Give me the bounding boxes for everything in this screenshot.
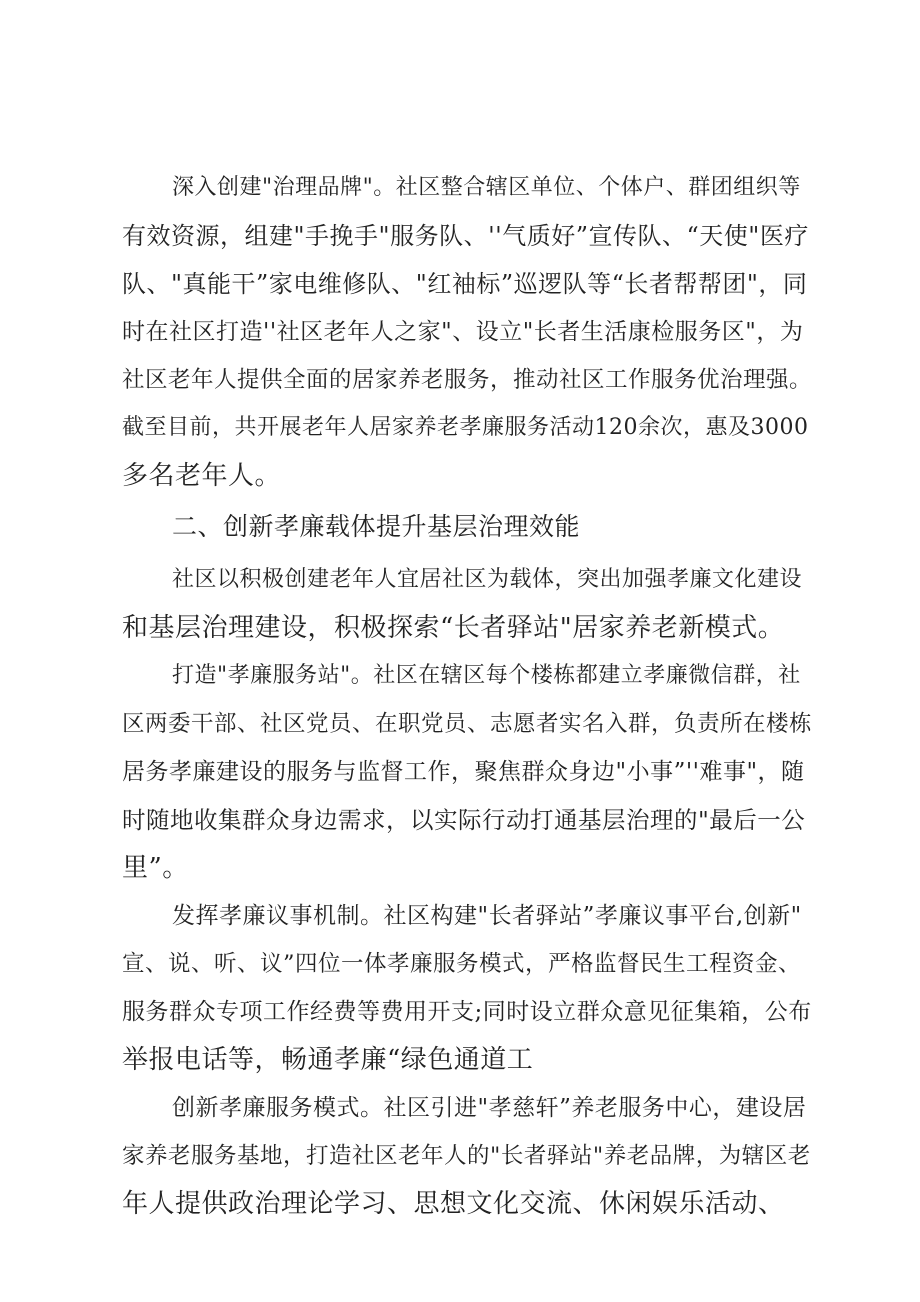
text-line: 举报电话等，畅通孝廉“绿色通道工 — [122, 1045, 534, 1075]
text-line: 和基层治理建设，积极探索“长者驿站"居家养老新模式。 — [122, 613, 785, 643]
text-line: 区两委干部、社区党员、在职党员、志愿者实名入群，负责所在楼栋 — [122, 711, 813, 737]
text-line: 社区老年人提供全面的居家养老服务，推动社区工作服务优治理强。 — [122, 367, 813, 393]
text-line: 深入创建"治理品牌"。社区整合辖区单位、个体户、群团组织等 — [172, 175, 801, 200]
section-heading: 二、创新孝廉载体提升基层治理效能 — [172, 512, 581, 541]
text-line: 发挥孝廉议事机制。社区构建"长者驿站”孝廉议事平台,创新" — [172, 903, 802, 929]
text-line: 服务群众专项工作经费等费用开支;同时设立群众意见征集箱，公布 — [122, 999, 812, 1025]
text-line: 时随地收集群众身边需求，以实际行动打通基层治理的"最后一公 — [122, 806, 806, 834]
text-line: 社区以积极创建老年人宜居社区为载体，突出加强孝廉文化建设 — [172, 567, 803, 592]
text-line: 居务孝廉建设的服务与监督工作，聚焦群众身边"小事”''难事"，随 — [122, 759, 805, 785]
text-line: 里”。 — [122, 853, 189, 883]
text-line: 家养老服务基地，打造社区老年人的"长者驿站"养老品牌，为辖区老 — [122, 1143, 811, 1169]
text-line: 打造"孝廉服务站"。社区在辖区每个楼栋都建立孝廉微信群，社 — [172, 663, 801, 688]
text-line: 创新孝廉服务模式。社区引进"孝慈轩”养老服务中心，建设居 — [172, 1095, 807, 1121]
text-line: 队、"真能干”家电维修队、"红袖标”巡逻队等“长者帮帮团"，同 — [122, 270, 808, 298]
text-line: 多名老年人。 — [122, 461, 282, 491]
text-line: 年人提供政治理论学习、思想文化交流、休闲娱乐活动、 — [122, 1189, 785, 1219]
text-line: 宣、说、听、议”四位一体孝廉服务模式，严格监督民生工程资金、 — [122, 951, 802, 977]
text-line: 截至目前，共开展老年人居家养老孝廉服务活动120余次，惠及3000 — [122, 415, 809, 440]
text-line: 有效资源，组建"手挽手"服务队、''气质好”宣传队、“天使"医疗 — [122, 222, 809, 250]
text-line: 时在社区打造''社区老年人之家"、设立"长者生活康检服务区"，为 — [122, 319, 804, 345]
